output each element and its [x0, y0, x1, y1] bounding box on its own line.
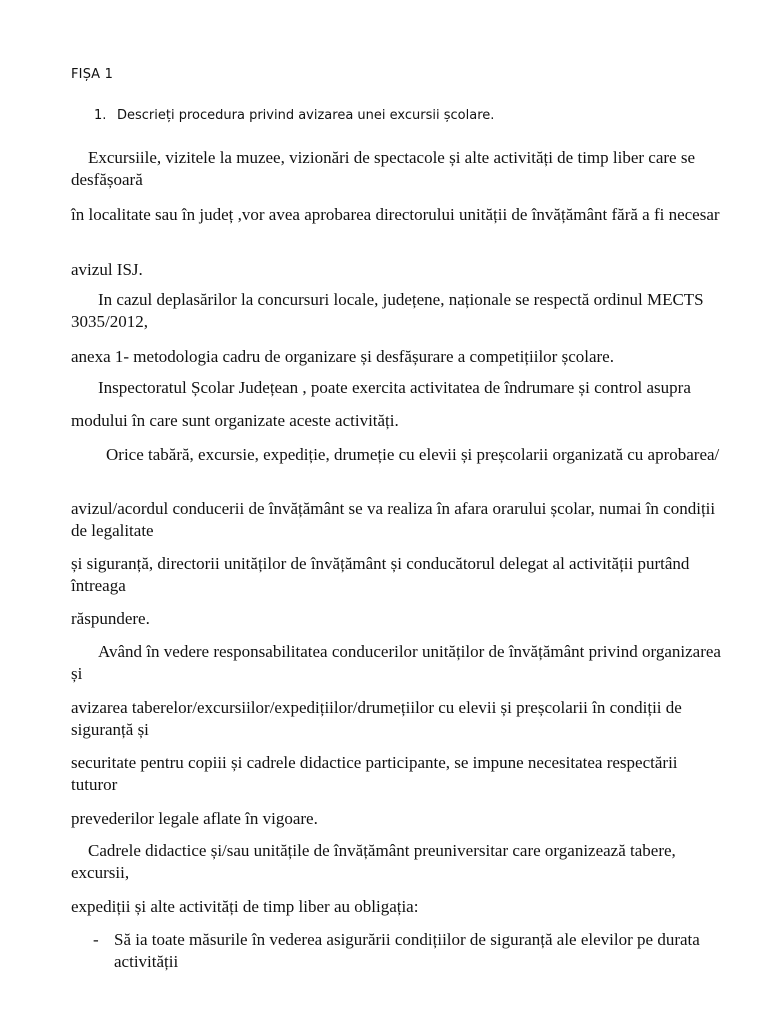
paragraph-line: avizarea taberelor/excursiilor/expedițiilor/drumețiilor cu elevii și preșcolarii în condiții de siguranță și — [71, 698, 682, 739]
paragraph-line: și siguranță, directorii unităților de învățământ și conducătorul delegat al activității purtând întreaga — [71, 554, 690, 595]
bullet-marker: - — [93, 930, 99, 949]
question-item — [94, 108, 494, 123]
paragraph-line: expediții și alte activități de timp liber au obligația: — [71, 897, 419, 916]
question-text: Descrieți procedura privind avizarea unei excursii școlare. — [117, 108, 495, 123]
document-heading: FIȘA 1 — [71, 67, 114, 82]
bullet-item — [93, 929, 713, 973]
paragraph-line: modului în care sunt organizate aceste activități. — [71, 411, 399, 430]
paragraph-line: Cadrele didactice și/sau unitățile de învățământ preuniversitar care organizează tabere, excursii, — [71, 841, 676, 882]
paragraph-line: Excursiile, vizitele la muzee, vizionări de spectacole și alte activități de timp liber care se desfășoară — [71, 148, 696, 189]
paragraph-line: avizul/acordul conducerii de învățământ se va realiza în afara orarului școlar, numai în condiții de legalitate — [71, 499, 716, 540]
paragraph-line: securitate pentru copiii și cadrele didactice participante, se impune necesitatea respectării tuturor — [71, 753, 678, 794]
paragraph-line: Având în vedere responsabilitatea conducerilor unităților de învățământ privind organizarea și — [71, 642, 721, 683]
paragraph-line: In cazul deplasărilor la concursuri locale, județene, naționale se respectă ordinul MECTS 3035/2012, — [71, 290, 704, 331]
bullet-text: Să ia toate măsurile în vederea asigurării condițiilor de siguranță ale elevilor pe durata activității — [114, 930, 700, 971]
paragraph-line: avizul ISJ. — [71, 260, 143, 279]
paragraph-line: răspundere. — [71, 609, 150, 628]
paragraph-line: Orice tabără, excursie, expediție, drumeție cu elevii și preșcolarii organizată cu aprobarea/ — [106, 445, 720, 464]
paragraph-line: anexa 1- metodologia cadru de organizare și desfășurare a competițiilor școlare. — [71, 347, 614, 366]
paragraph-line: Inspectoratul Școlar Județean , poate exercita activitatea de îndrumare și control asupra — [98, 378, 691, 397]
paragraph-line: prevederilor legale aflate în vigoare. — [71, 809, 318, 828]
paragraph-line: în localitate sau în județ ,vor avea aprobarea directorului unității de învățământ fără a fi necesar — [71, 205, 720, 224]
question-number: 1. — [94, 108, 107, 123]
